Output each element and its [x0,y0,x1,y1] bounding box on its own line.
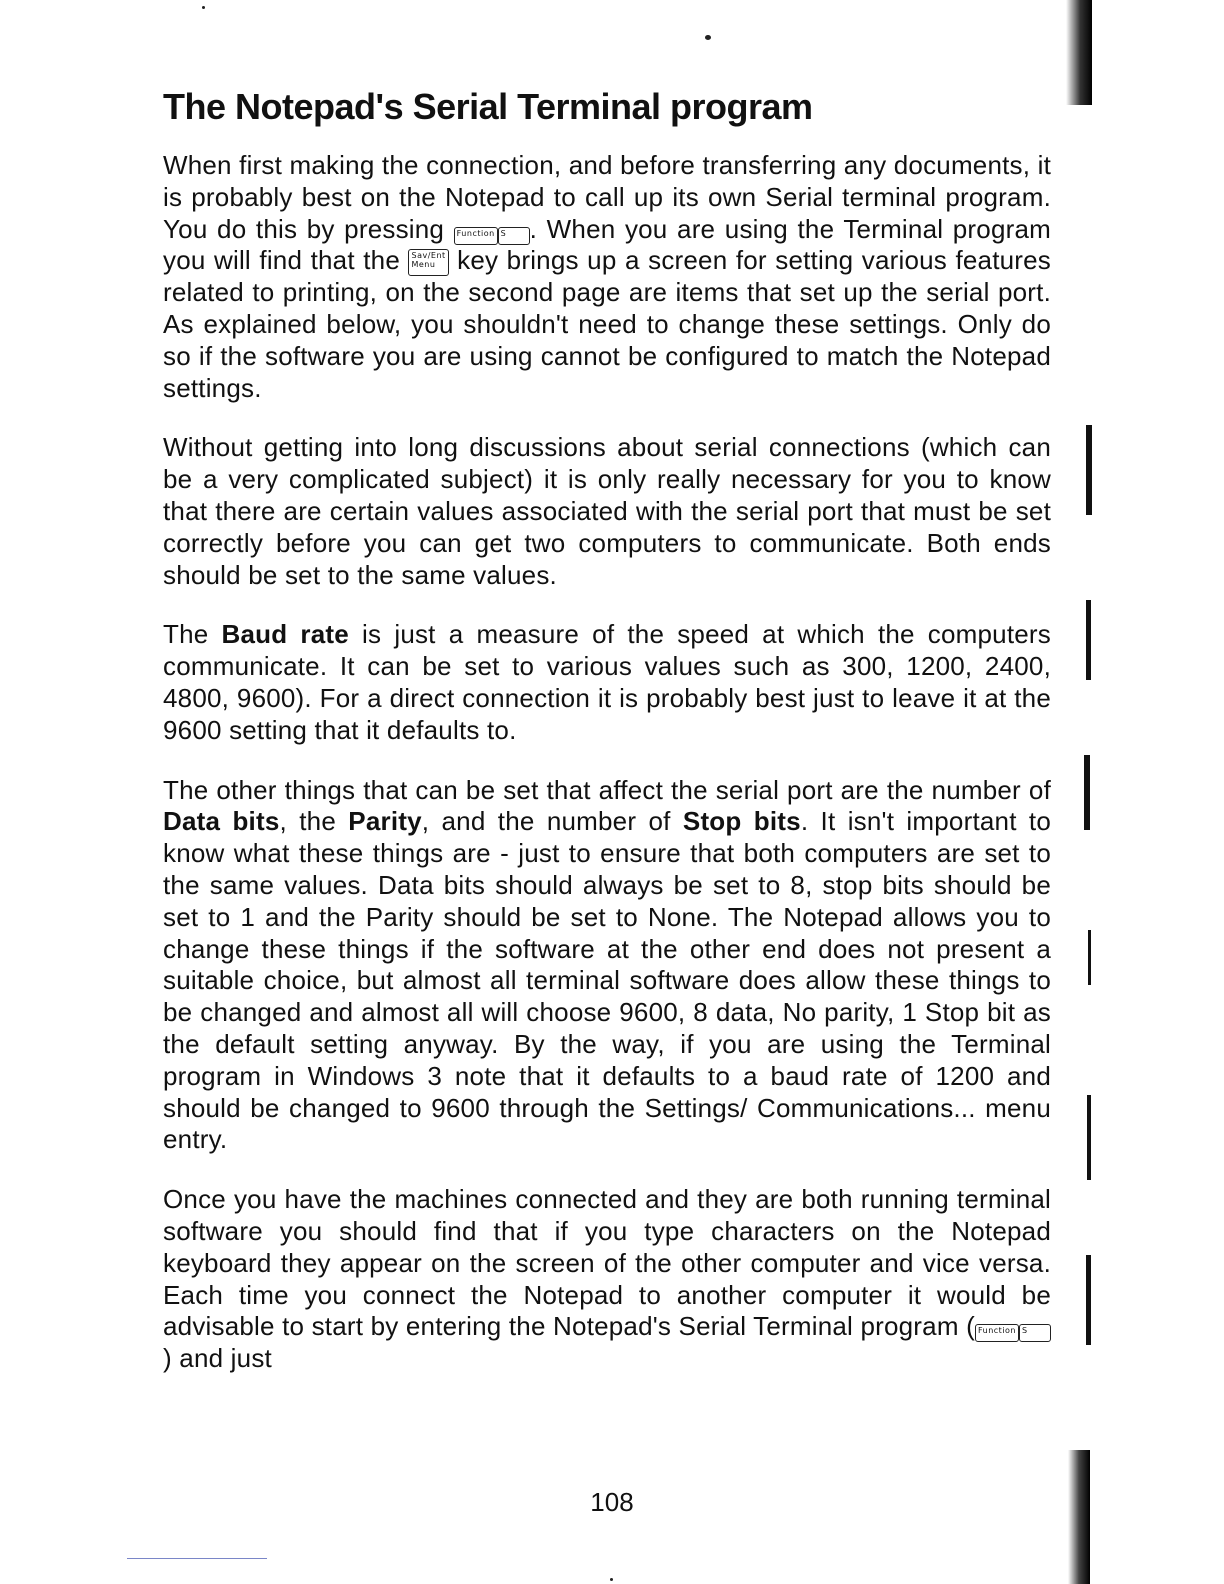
menu-key-icon [408,249,448,276]
scan-speck [202,6,205,9]
paragraph-text: . When you are using the Terminal program you will find that the [163,213,1051,276]
paragraph-baud-rate [163,619,1051,746]
term-parity: Parity [348,806,422,837]
scan-speck [610,1578,613,1581]
s-key-icon: S [498,227,530,245]
paragraph-connected [163,1184,1051,1375]
term-baud-rate: Baud rate [221,619,349,650]
menu-key-top-label: Sav/Ent [411,251,446,261]
paragraph-text: , the [279,806,349,837]
body-text [163,150,1051,1403]
scan-edge-right-4 [1088,930,1091,985]
paragraph-intro [163,150,1051,404]
paragraph-text: The [163,619,222,650]
scan-edge-top [1066,0,1092,105]
function-key-icon: Function [975,1324,1019,1342]
paragraph-text: When first making the connection, and before transferring any documents, it is probably best on the Notepad to call up its own Serial terminal program. You do this by pressing [163,150,1051,244]
s-key-icon: S [1019,1324,1051,1342]
function-key-icon: Function [454,227,498,245]
paragraph-text: Once you have the machines connected and they are both running terminal software you should find that if you type characters on the Notepad keyboard they appear on the screen of the other computer and vice versa. Each time you connect the Notepad to another computer it would be advisable to start by entering the Notepad's Serial Terminal program ( [163,1184,1051,1342]
footnote-rule [127,1558,267,1559]
scan-edge-right-5 [1087,1095,1091,1180]
term-stop-bits: Stop bits [682,806,801,837]
scan-edge-right-3 [1084,755,1090,830]
scan-edge-right-2 [1086,600,1091,680]
paragraph-text: . It isn't important to know what these things are - just to ensure that both computers are set to the same values. Data bits should always be set to 8, stop bits should be set to 1 and the Parity should be set to None. The Notepad allows you to change these things if the software at the other end does not present a suitable choice, but almost all terminal software does allow these things to be changed and almost all will choose 9600, 8 data, No parity, 1 Stop bit as the default setting anyway. By the way, if you are using the Terminal program in Windows 3 note that it defaults to a baud rate of 1200 and should be changed to 9600 through the Settings/ Communications... menu entry. [163,806,1052,1155]
scan-edge-bottom [1068,1450,1090,1584]
paragraph-serial-values: Without getting into long discussions about serial connections (which can be a very complicated subject) it is only really necessary for you to know that there are certain values associated with the serial port that must be set correctly before you can get two computers to communicate. Both ends should be set to the same values. [163,432,1051,590]
paragraph-data-bits [163,775,1051,1157]
page-title: The Notepad's Serial Terminal program [163,86,813,127]
term-data-bits: Data bits [163,806,280,837]
paragraph-text: is just a measure of the speed at which the computers communicate. It can be set to various values such as 300, 1200, 2400, 4800, 9600). For a direct connection it is probably best just to leave it at the 9600 setting that it defaults to. [163,619,1051,745]
paragraph-text: The other things that can be set that affect the serial port are the number of [163,774,1051,805]
scan-edge-right-1 [1086,425,1092,515]
paragraph-text: ) and just [163,1343,272,1374]
scan-edge-right-6 [1086,1255,1091,1345]
page-number: 108 [590,1487,634,1517]
menu-key-bottom-label: Menu [411,260,436,270]
paragraph-text: key brings up a screen for setting various features related to printing, on the second page are items that set up the serial port. As explained below, you shouldn't need to change these settings. Only do so if the software you are using cannot be configured to match the Notepad settings. [163,245,1051,403]
paragraph-text: , and the number of [421,806,683,837]
scan-speck [705,35,711,40]
